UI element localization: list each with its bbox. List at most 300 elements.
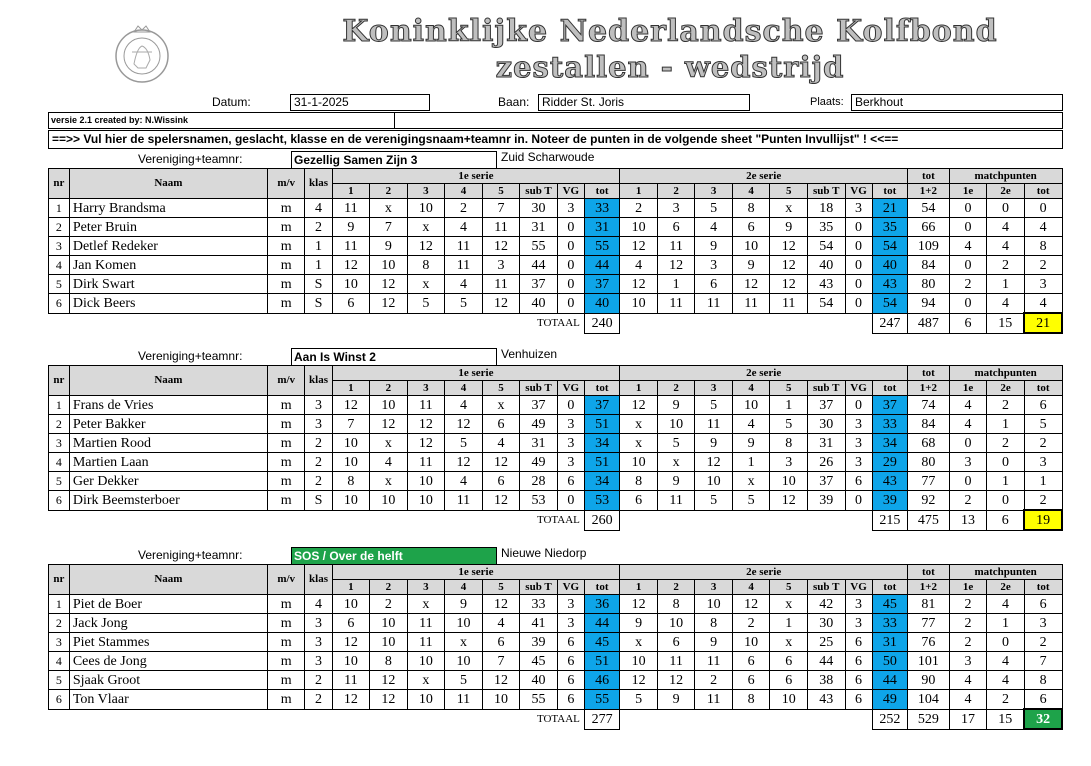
serie1-score[interactable]: 12	[332, 256, 370, 275]
serie2-score[interactable]: 6	[620, 491, 658, 511]
player-nr: 3	[49, 633, 70, 652]
serie2-score[interactable]: 8	[732, 690, 770, 710]
player-name[interactable]: Jack Jong	[69, 614, 267, 633]
serie1-score[interactable]: x	[445, 633, 483, 652]
serie2-score[interactable]: 11	[695, 652, 733, 671]
serie2-total: 39	[872, 491, 907, 511]
team-place: Nieuwe Niedorp	[501, 546, 587, 560]
serie2-score[interactable]: x	[657, 453, 695, 472]
player-class[interactable]: 2	[305, 453, 332, 472]
serie1-score[interactable]: 12	[482, 237, 520, 256]
tot12-header-top: tot	[908, 565, 950, 580]
serie2-score[interactable]: 12	[770, 275, 808, 294]
serie1-score[interactable]: 12	[407, 434, 445, 453]
serie1-score[interactable]: 10	[370, 633, 408, 652]
match-points: 4	[987, 652, 1025, 671]
player-class[interactable]: 2	[305, 434, 332, 453]
serie2-score[interactable]: 11	[657, 294, 695, 314]
player-gender[interactable]: m	[267, 491, 305, 511]
player-class[interactable]: 3	[305, 614, 332, 633]
serie1-score[interactable]: 6	[332, 294, 370, 314]
player-name[interactable]: Cees de Jong	[69, 652, 267, 671]
serie2-score[interactable]: 5	[695, 396, 733, 415]
serie1-score[interactable]: 4	[445, 218, 483, 237]
serie1-header: 1e serie	[332, 366, 620, 381]
player-class[interactable]: 3	[305, 396, 332, 415]
serie1-score[interactable]: 6	[482, 633, 520, 652]
matchpunten-col-header: tot	[1024, 381, 1062, 396]
match-points: 4	[949, 690, 987, 710]
serie1-score[interactable]: 5	[445, 294, 483, 314]
serie2-score: 31	[807, 434, 845, 453]
serie1-score[interactable]: 10	[407, 199, 445, 218]
player-gender[interactable]: m	[267, 199, 305, 218]
serie2-score[interactable]: 10	[770, 472, 808, 491]
serie1-score[interactable]: 12	[482, 491, 520, 511]
serie1-score[interactable]: 10	[407, 491, 445, 511]
serie1-col-header: VG	[557, 580, 584, 595]
serie2-score[interactable]: 11	[657, 491, 695, 511]
serie1-score[interactable]: 11	[482, 275, 520, 294]
player-name[interactable]: Piet de Boer	[69, 595, 267, 614]
baan-field[interactable]: Ridder St. Joris	[538, 94, 750, 111]
serie2-score[interactable]: 9	[620, 614, 658, 633]
serie1-score[interactable]: 2	[370, 595, 408, 614]
player-total-1-2: 80	[908, 275, 950, 294]
player-class[interactable]: 1	[305, 237, 332, 256]
serie1-score[interactable]: 12	[370, 690, 408, 710]
serie2-score[interactable]: 12	[732, 595, 770, 614]
player-gender[interactable]: m	[267, 434, 305, 453]
serie2-score[interactable]: 8	[657, 595, 695, 614]
serie1-total: 33	[584, 199, 619, 218]
serie1-score[interactable]: 12	[370, 275, 408, 294]
serie1-score[interactable]: 12	[482, 453, 520, 472]
serie1-score[interactable]: 9	[445, 595, 483, 614]
serie1-score[interactable]: 11	[407, 633, 445, 652]
serie2-score[interactable]: 6	[657, 218, 695, 237]
serie2-score[interactable]: 1	[770, 396, 808, 415]
serie1-total: 51	[584, 453, 619, 472]
serie1-score[interactable]: x	[370, 434, 408, 453]
serie2-score[interactable]: 6	[732, 652, 770, 671]
player-gender[interactable]: m	[267, 472, 305, 491]
serie1-score[interactable]: 10	[407, 472, 445, 491]
player-class[interactable]: 4	[305, 595, 332, 614]
serie1-score[interactable]: 11	[407, 453, 445, 472]
serie2-score[interactable]: 12	[620, 275, 658, 294]
serie2-score[interactable]: 6	[732, 218, 770, 237]
serie2-score[interactable]: 2	[695, 671, 733, 690]
serie2-score[interactable]: 1	[770, 614, 808, 633]
serie2-score[interactable]: 9	[695, 237, 733, 256]
serie2-score[interactable]: 5	[620, 690, 658, 710]
version-bar	[48, 112, 1063, 129]
serie1-col-header: 4	[445, 184, 483, 199]
datum-field[interactable]: 31-1-2025	[290, 94, 430, 111]
serie1-score[interactable]: 2	[445, 199, 483, 218]
player-class[interactable]: 2	[305, 671, 332, 690]
serie2-col-header: 3	[695, 580, 733, 595]
serie1-score[interactable]: x	[407, 218, 445, 237]
serie1-score[interactable]: 12	[482, 595, 520, 614]
serie1-score[interactable]: 11	[445, 237, 483, 256]
serie2-score[interactable]: x	[620, 434, 658, 453]
player-name[interactable]: Peter Bakker	[69, 415, 267, 434]
serie1-score[interactable]: 8	[370, 652, 408, 671]
totals-spacer	[49, 510, 333, 530]
serie2-score[interactable]: 6	[657, 633, 695, 652]
serie1-score: 3	[557, 595, 584, 614]
player-class[interactable]: S	[305, 491, 332, 511]
team-label: Vereniging+teamnr:	[138, 152, 243, 166]
serie2-score[interactable]: 10	[732, 633, 770, 652]
player-name[interactable]: Jan Komen	[69, 256, 267, 275]
serie1-score[interactable]: 6	[482, 472, 520, 491]
serie2-score[interactable]: x	[620, 415, 658, 434]
player-name[interactable]: Martien Rood	[69, 434, 267, 453]
player-name[interactable]: Dirk Beemsterboer	[69, 491, 267, 511]
serie1-score[interactable]: 7	[482, 199, 520, 218]
serie1-score[interactable]: x	[482, 396, 520, 415]
serie1-score[interactable]: 11	[332, 199, 370, 218]
player-name[interactable]: Ger Dekker	[69, 472, 267, 491]
serie2-score[interactable]: 10	[620, 453, 658, 472]
serie2-score[interactable]: 9	[695, 434, 733, 453]
serie1-score[interactable]: 4	[482, 434, 520, 453]
serie1-score[interactable]: 8	[332, 472, 370, 491]
serie2-score[interactable]: 4	[695, 218, 733, 237]
serie1-score[interactable]: 10	[482, 690, 520, 710]
player-row	[49, 275, 1063, 294]
serie1-score[interactable]: 8	[407, 256, 445, 275]
serie2-score[interactable]: 12	[620, 237, 658, 256]
col-naam-header: Naam	[69, 366, 267, 396]
serie2-score[interactable]: 3	[657, 199, 695, 218]
serie2-score[interactable]: x	[770, 199, 808, 218]
player-gender[interactable]: m	[267, 690, 305, 710]
serie1-score[interactable]: 9	[332, 218, 370, 237]
serie1-score[interactable]: 5	[445, 671, 483, 690]
serie2-score[interactable]: 8	[732, 199, 770, 218]
serie1-score[interactable]: 10	[407, 690, 445, 710]
serie2-score[interactable]: 11	[695, 294, 733, 314]
player-row	[49, 453, 1063, 472]
serie1-score[interactable]: 12	[445, 453, 483, 472]
serie1-col-header: sub T	[520, 381, 558, 396]
serie2-score: 0	[845, 294, 872, 314]
serie1-score[interactable]: 5	[407, 294, 445, 314]
serie1-score[interactable]: 12	[332, 633, 370, 652]
serie2-score[interactable]: 12	[620, 396, 658, 415]
serie1-score: 3	[557, 199, 584, 218]
serie1-score[interactable]: 10	[407, 652, 445, 671]
serie1-score[interactable]: 10	[370, 491, 408, 511]
serie2-score[interactable]: 11	[732, 294, 770, 314]
player-gender[interactable]: m	[267, 633, 305, 652]
serie1-score[interactable]: 12	[407, 237, 445, 256]
player-name[interactable]: Sjaak Groot	[69, 671, 267, 690]
serie1-score[interactable]: 10	[445, 652, 483, 671]
serie2-score[interactable]: 6	[732, 671, 770, 690]
serie2-score[interactable]: 6	[770, 652, 808, 671]
match-points: 4	[987, 595, 1025, 614]
serie2-score[interactable]: 10	[695, 472, 733, 491]
serie1-score[interactable]: 11	[407, 614, 445, 633]
serie2-score[interactable]: 2	[732, 614, 770, 633]
serie2-score[interactable]: 10	[657, 415, 695, 434]
serie2-score[interactable]: 8	[695, 614, 733, 633]
serie1-score[interactable]: 10	[332, 453, 370, 472]
serie1-col-header: tot	[584, 184, 619, 199]
serie2-score[interactable]: 5	[770, 415, 808, 434]
serie2-total: 29	[872, 453, 907, 472]
serie1-score[interactable]: 11	[332, 671, 370, 690]
serie1-total: 44	[584, 614, 619, 633]
serie2-score[interactable]: 12	[620, 595, 658, 614]
serie1-score[interactable]: 7	[482, 652, 520, 671]
serie2-score[interactable]: 10	[695, 595, 733, 614]
serie2-score[interactable]: 5	[695, 491, 733, 511]
serie2-score[interactable]: 5	[732, 491, 770, 511]
totaal-mp-1e: 17	[949, 709, 987, 729]
player-class[interactable]: S	[305, 275, 332, 294]
player-gender[interactable]: m	[267, 237, 305, 256]
serie1-score[interactable]: 4	[445, 275, 483, 294]
player-gender[interactable]: m	[267, 294, 305, 314]
serie2-score[interactable]: 12	[770, 237, 808, 256]
serie2-score[interactable]: 4	[732, 415, 770, 434]
serie2-score[interactable]: 9	[732, 256, 770, 275]
serie1-score[interactable]: 12	[370, 294, 408, 314]
totaal-label: TOTAAL	[536, 316, 580, 329]
serie1-score[interactable]: 10	[332, 434, 370, 453]
serie2-score[interactable]: 11	[657, 237, 695, 256]
serie2-col-header: 5	[770, 381, 808, 396]
serie2-col-header: VG	[845, 580, 872, 595]
serie1-score[interactable]: 12	[407, 415, 445, 434]
serie1-score[interactable]: 10	[332, 275, 370, 294]
serie2-score[interactable]: 10	[620, 218, 658, 237]
serie1-score[interactable]: 11	[482, 218, 520, 237]
serie1-score[interactable]: x	[407, 595, 445, 614]
player-total-1-2: 84	[908, 415, 950, 434]
player-class[interactable]: 1	[305, 256, 332, 275]
serie1-score[interactable]: x	[407, 671, 445, 690]
serie2-score[interactable]: x	[620, 633, 658, 652]
player-name[interactable]: Harry Brandsma	[69, 199, 267, 218]
team-name-field[interactable]: SOS / Over de helft	[291, 547, 497, 565]
match-points: 1	[987, 415, 1025, 434]
serie1-score[interactable]: 11	[332, 237, 370, 256]
serie2-score[interactable]: 11	[657, 652, 695, 671]
totaal-label: TOTAAL	[536, 712, 580, 725]
player-gender[interactable]: m	[267, 595, 305, 614]
serie2-score[interactable]: 2	[620, 199, 658, 218]
serie1-score[interactable]: 12	[445, 415, 483, 434]
serie1-score[interactable]: 4	[445, 472, 483, 491]
serie1-score[interactable]: 10	[370, 614, 408, 633]
plaats-field[interactable]: Berkhout	[851, 94, 1063, 111]
serie2-score[interactable]: 10	[732, 237, 770, 256]
serie2-score[interactable]: 10	[620, 652, 658, 671]
serie1-score[interactable]: 4	[370, 453, 408, 472]
serie2-score[interactable]: 12	[770, 491, 808, 511]
serie2-score[interactable]: 8	[770, 434, 808, 453]
serie2-score[interactable]: 12	[620, 671, 658, 690]
serie2-score[interactable]: 9	[770, 218, 808, 237]
player-class[interactable]: 3	[305, 652, 332, 671]
player-class[interactable]: 3	[305, 415, 332, 434]
player-gender[interactable]: m	[267, 275, 305, 294]
serie2-score[interactable]: 11	[695, 690, 733, 710]
player-name[interactable]: Detlef Redeker	[69, 237, 267, 256]
player-name[interactable]: Dick Beers	[69, 294, 267, 314]
serie1-score[interactable]: 10	[332, 652, 370, 671]
serie1-score[interactable]: 12	[482, 671, 520, 690]
serie1-score: 3	[557, 614, 584, 633]
serie2-score[interactable]: 12	[657, 256, 695, 275]
serie2-score[interactable]: 12	[770, 256, 808, 275]
player-gender[interactable]: m	[267, 396, 305, 415]
serie2-score: 30	[807, 415, 845, 434]
serie2-score[interactable]: 5	[657, 434, 695, 453]
player-gender[interactable]: m	[267, 415, 305, 434]
serie1-score[interactable]: 4	[445, 396, 483, 415]
version-text: versie 2.1 created by: N.Wissink	[49, 113, 395, 128]
player-name[interactable]: Piet Stammes	[69, 633, 267, 652]
serie2-score[interactable]: 3	[695, 256, 733, 275]
player-gender[interactable]: m	[267, 652, 305, 671]
col-klas-header: klas	[305, 169, 332, 199]
player-gender[interactable]: m	[267, 453, 305, 472]
team-name-field[interactable]: Aan Is Winst 2	[291, 348, 497, 366]
match-points: 6	[1024, 690, 1062, 710]
serie2-score[interactable]: 12	[657, 671, 695, 690]
serie1-score[interactable]: 9	[370, 237, 408, 256]
serie2-score[interactable]: 12	[732, 275, 770, 294]
serie2-score: 3	[845, 199, 872, 218]
player-class[interactable]: 2	[305, 218, 332, 237]
serie1-score[interactable]: 12	[482, 294, 520, 314]
player-nr: 2	[49, 218, 70, 237]
serie1-score[interactable]: 10	[332, 491, 370, 511]
serie2-score[interactable]: 8	[620, 472, 658, 491]
serie1-score[interactable]: 10	[370, 256, 408, 275]
serie2-score[interactable]: 9	[657, 472, 695, 491]
serie1-score[interactable]: 12	[370, 415, 408, 434]
serie2-score[interactable]: 3	[770, 453, 808, 472]
serie1-col-header: tot	[584, 381, 619, 396]
player-class[interactable]: 3	[305, 633, 332, 652]
player-name[interactable]: Peter Bruin	[69, 218, 267, 237]
serie1-score[interactable]: x	[370, 472, 408, 491]
totals-spacer	[332, 313, 520, 333]
match-points: 2	[949, 595, 987, 614]
serie1-score[interactable]: 11	[445, 690, 483, 710]
serie1-score[interactable]: 11	[445, 491, 483, 511]
player-class[interactable]: S	[305, 294, 332, 314]
serie2-score[interactable]: 9	[657, 690, 695, 710]
serie2-score[interactable]: 12	[695, 453, 733, 472]
player-name[interactable]: Ton Vlaar	[69, 690, 267, 710]
serie2-score[interactable]: 6	[695, 275, 733, 294]
serie1-score[interactable]: 12	[332, 690, 370, 710]
serie1-score: 55	[520, 237, 558, 256]
serie1-score[interactable]: 5	[445, 434, 483, 453]
serie1-total: 45	[584, 633, 619, 652]
serie2-score[interactable]: 10	[657, 614, 695, 633]
player-gender[interactable]: m	[267, 256, 305, 275]
serie2-score[interactable]: x	[770, 595, 808, 614]
serie2-score[interactable]: 9	[695, 633, 733, 652]
serie1-score[interactable]: 10	[445, 614, 483, 633]
match-points: 4	[949, 415, 987, 434]
serie2-score[interactable]: 10	[620, 294, 658, 314]
kolfbond-seal-logo	[104, 24, 180, 84]
serie2-score[interactable]: 5	[695, 199, 733, 218]
player-gender[interactable]: m	[267, 218, 305, 237]
serie1-col-header: 4	[445, 580, 483, 595]
player-gender[interactable]: m	[267, 614, 305, 633]
serie2-score: 44	[807, 652, 845, 671]
serie2-score[interactable]: 9	[657, 396, 695, 415]
player-class[interactable]: 4	[305, 199, 332, 218]
serie2-col-header: 2	[657, 580, 695, 595]
serie2-score[interactable]: 1	[657, 275, 695, 294]
serie1-score[interactable]: 12	[370, 671, 408, 690]
totaal-matchpunten: 19	[1024, 510, 1062, 530]
player-name[interactable]: Dirk Swart	[69, 275, 267, 294]
serie2-score[interactable]: x	[732, 472, 770, 491]
serie2-score[interactable]: 9	[732, 434, 770, 453]
serie1-col-header: 2	[370, 580, 408, 595]
serie1-score[interactable]: 6	[482, 415, 520, 434]
player-class[interactable]: 2	[305, 690, 332, 710]
match-points: 4	[1024, 218, 1062, 237]
player-name[interactable]: Frans de Vries	[69, 396, 267, 415]
serie2-score[interactable]: x	[770, 633, 808, 652]
serie1-score[interactable]: 12	[332, 396, 370, 415]
serie2-score[interactable]: 10	[732, 396, 770, 415]
serie2-score[interactable]: 6	[770, 671, 808, 690]
player-name[interactable]: Martien Laan	[69, 453, 267, 472]
serie2-score[interactable]: 11	[695, 415, 733, 434]
serie2-score[interactable]: 4	[620, 256, 658, 275]
serie1-score[interactable]: 10	[370, 396, 408, 415]
player-gender[interactable]: m	[267, 671, 305, 690]
team-name-field[interactable]: Gezellig Samen Zijn 3	[291, 151, 497, 169]
serie1-score[interactable]: 11	[407, 396, 445, 415]
serie1-score[interactable]: 6	[332, 614, 370, 633]
serie1-score[interactable]: 3	[482, 256, 520, 275]
serie1-score[interactable]: 11	[445, 256, 483, 275]
serie1-score[interactable]: 7	[332, 415, 370, 434]
serie1-score[interactable]: 7	[370, 218, 408, 237]
serie2-col-header: sub T	[807, 381, 845, 396]
serie1-score: 6	[557, 690, 584, 710]
serie1-score[interactable]: x	[370, 199, 408, 218]
serie1-score[interactable]: x	[407, 275, 445, 294]
player-class[interactable]: 2	[305, 472, 332, 491]
serie2-score: 3	[845, 453, 872, 472]
serie2-score[interactable]: 11	[770, 294, 808, 314]
serie2-score[interactable]: 10	[770, 690, 808, 710]
serie1-score[interactable]: 10	[332, 595, 370, 614]
match-points: 8	[1024, 671, 1062, 690]
serie1-score[interactable]: 4	[482, 614, 520, 633]
serie2-score[interactable]: 1	[732, 453, 770, 472]
